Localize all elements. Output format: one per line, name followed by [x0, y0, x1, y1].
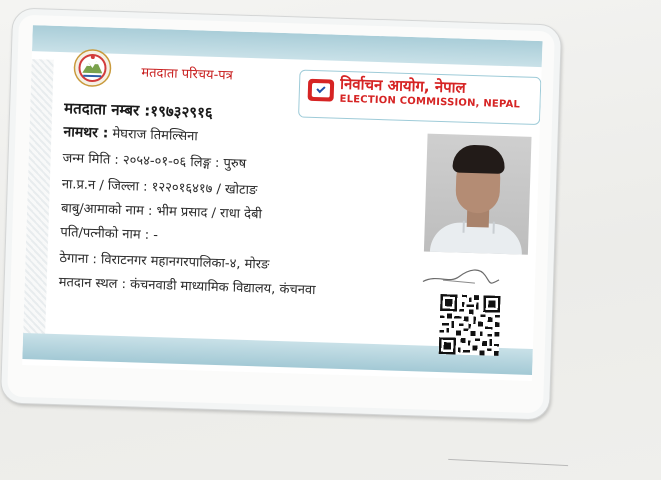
commission-name-english: ELECTION COMMISSION, NEPAL: [339, 93, 521, 111]
election-commission-logo-icon: [308, 79, 335, 102]
polling-station: मतदान स्थल : कंचनवाडी माध्यामिक विद्यालय, कंचनवा: [58, 275, 316, 299]
voter-number: मतदाता नम्बर :१९७३२९१६: [63, 99, 213, 122]
dob-gender: जन्म मिति : २०५४-०१-०६ लिङ्ग : पुरुष: [62, 151, 247, 172]
address: ठेगाना : विराटनगर महानगरपालिका-४, मोरङ: [59, 251, 270, 273]
spouse-name: पति/पत्नीको नाम : -: [60, 225, 159, 244]
name-row: [63, 122, 198, 145]
photo-collar: [463, 221, 495, 234]
name-value: मेघराज तिमल्सिना: [112, 126, 198, 145]
card-face: [22, 25, 542, 381]
photo-hair: [452, 144, 505, 174]
logo-ballot-box: [312, 83, 330, 98]
qr-code-icon: [439, 294, 501, 356]
parents-names: बाबु/आमाको नाम : भीम प्रसाद / राधा देबी: [60, 201, 263, 223]
voter-id-card: [0, 7, 562, 420]
election-commission-header: [298, 70, 541, 126]
citizenship-district: ना.प्र.न / जिल्ला : १२२०१६४१७ / खोटाङ: [61, 177, 258, 199]
signature-image: [419, 259, 504, 292]
voter-photo: [424, 134, 532, 255]
card-guilloche-pattern: [23, 59, 54, 350]
card-title: मतदाता परिचय-पत्र: [141, 65, 234, 84]
commission-name-nepali: निर्वाचन आयोग, नेपाल: [339, 74, 467, 97]
name-label: नामथर :: [63, 124, 109, 142]
nepal-emblem-icon: [73, 48, 112, 87]
logo-check-mark: [316, 84, 325, 93]
